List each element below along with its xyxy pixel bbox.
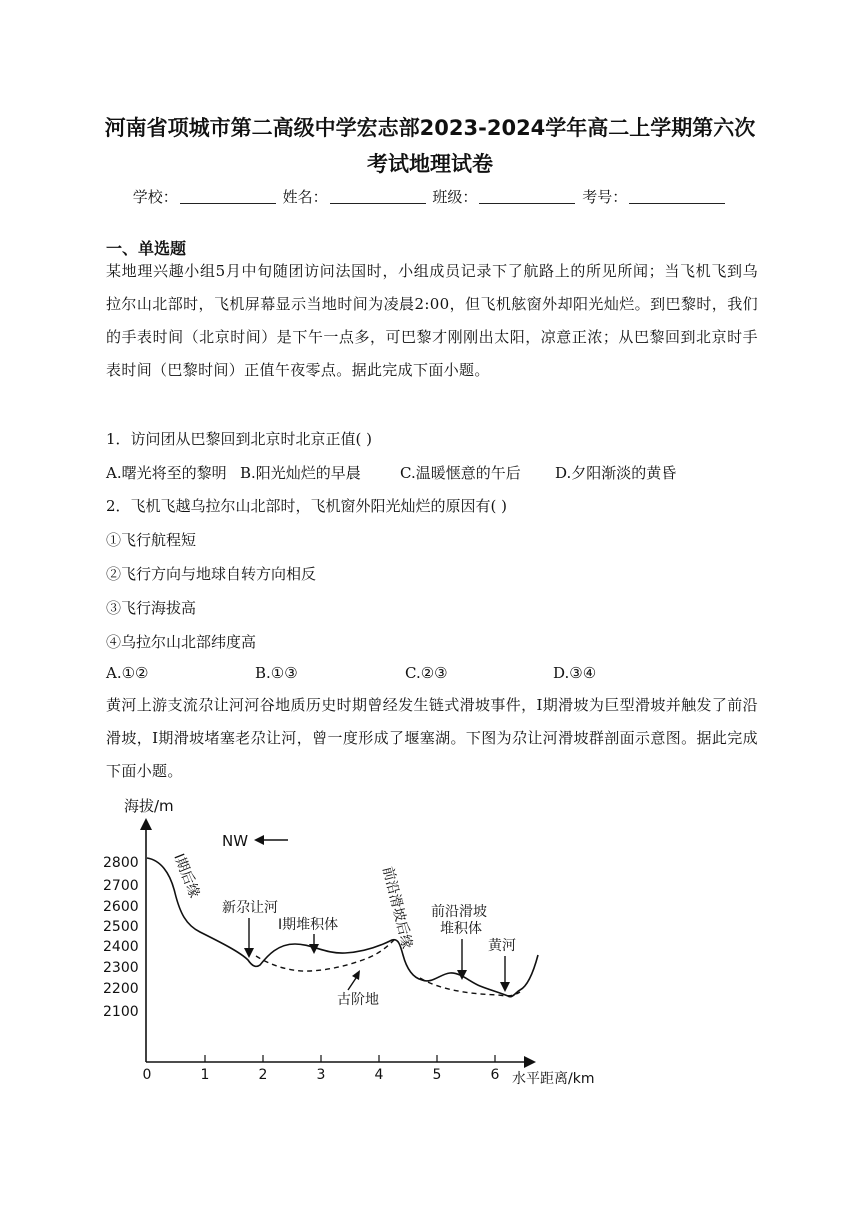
name-blank[interactable] — [330, 189, 426, 204]
passage-1: 某地理兴趣小组5月中旬随团访问法国时，小组成员记录下了航路上的所见所闻；当飞机飞到乌拉尔山北部时，飞机屏幕显示当地时间为凌晨2:00，但飞机舷窗外却阳光灿烂。到巴黎时，我们的手表时间（北京时间）是下午一点多，可巴黎才刚刚出太阳，凉意正浓；从巴黎回到北京时手表时间（巴黎时间）正值午夜零点。据此完成下面小题。 — [106, 262, 758, 379]
q1-option-b[interactable]: B.阳光灿烂的早晨 — [240, 464, 361, 482]
x-tick-4: 4 — [374, 1067, 384, 1083]
y-tick-2400: 2400 — [103, 939, 139, 955]
buried-old-surface-dashed — [256, 940, 394, 971]
terrace-label: 古阶地 — [337, 992, 379, 1008]
new-river-label: 新尕让河 — [222, 900, 278, 916]
section-heading: 一、单选题 — [106, 239, 187, 258]
q2-option-c[interactable]: C.②③ — [405, 664, 448, 682]
class-label: 班级： — [432, 188, 478, 206]
front-rear-edge-label: 前沿滑坡后缘 — [379, 865, 415, 951]
question-2: 2．飞机飞越乌拉尔山北部时，飞机窗外阳光灿烂的原因有( ) — [106, 497, 508, 515]
question-1: 1．访问团从巴黎回到北京时北京正值( ) — [106, 430, 373, 448]
y-tick-2500: 2500 — [103, 919, 139, 935]
student-info-line — [0, 186, 860, 207]
q1-option-a[interactable]: A.曙光将至的黎明 — [106, 464, 227, 482]
new-river-arrow-icon — [244, 948, 254, 958]
q2-option-d[interactable]: D.③④ — [553, 664, 597, 682]
school-blank[interactable] — [180, 189, 276, 204]
front-deposit-label-1: 前沿滑坡 — [431, 904, 487, 920]
y-tick-2700: 2700 — [103, 878, 139, 894]
q2-option-a[interactable]: A.①② — [106, 664, 149, 682]
y-tick-2800: 2800 — [103, 855, 139, 871]
y-tick-2200: 2200 — [103, 981, 139, 997]
y-tick-labels — [103, 855, 139, 1020]
x-tick-2: 2 — [258, 1067, 268, 1083]
q1-option-c[interactable]: C.温暖惬意的午后 — [400, 464, 521, 482]
x-tick-1: 1 — [200, 1067, 210, 1083]
yellow-river-arrow-icon — [500, 982, 510, 992]
yellow-river-label: 黄河 — [488, 938, 516, 954]
x-tick-labels — [143, 1067, 500, 1083]
q2-item-4: ④乌拉尔山北部纬度高 — [106, 633, 257, 651]
name-label: 姓名： — [282, 188, 328, 206]
y-tick-2100: 2100 — [103, 1004, 139, 1020]
rear-edge-label: I期后缘 — [170, 851, 203, 901]
direction-arrow-icon — [254, 835, 288, 845]
paper-title-line-2: 考试地理试卷 — [367, 152, 493, 176]
y-tick-2300: 2300 — [103, 960, 139, 976]
x-tick-0: 0 — [142, 1067, 152, 1083]
landslide-profile-figure — [95, 790, 615, 1100]
direction-label: NW — [222, 832, 249, 850]
school-label: 学校： — [132, 188, 178, 206]
q2-item-3: ③飞行海拔高 — [106, 599, 197, 617]
class-blank[interactable] — [479, 189, 575, 204]
q2-item-2: ②飞行方向与地球自转方向相反 — [106, 565, 317, 583]
passage-2: 黄河上游支流尕让河河谷地质历史时期曾经发生链式滑坡事件，I期滑坡为巨型滑坡并触发了前沿滑坡，I期滑坡堵塞老尕让河，曾一度形成了堰塞湖。下图为尕让河滑坡群剖面示意图。据此完成下面小题。 — [106, 696, 758, 780]
paper-title-line-1: 河南省项城市第二高级中学宏志部2023-2024学年高二上学期第六次 — [104, 116, 756, 140]
x-tick-6: 6 — [490, 1067, 500, 1083]
deposit-label: I期堆积体 — [278, 917, 339, 933]
number-label: 考号： — [582, 188, 628, 206]
x-tick-5: 5 — [432, 1067, 442, 1083]
y-tick-2600: 2600 — [103, 899, 139, 915]
x-tick-3: 3 — [316, 1067, 326, 1083]
q2-option-b[interactable]: B.①③ — [255, 664, 298, 682]
q1-option-d[interactable]: D.夕阳渐淡的黄昏 — [555, 464, 677, 482]
x-axis-arrow-icon — [524, 1056, 536, 1068]
terrace-arrow — [348, 978, 356, 990]
x-axis-label: 水平距离/km — [512, 1071, 595, 1087]
y-axis-label: 海拔/m — [124, 797, 174, 815]
front-deposit-label-2: 堆积体 — [440, 921, 482, 937]
x-ticks — [205, 1055, 495, 1062]
number-blank[interactable] — [629, 189, 725, 204]
y-axis-arrow-icon — [140, 818, 152, 830]
q2-item-1: ①飞行航程短 — [106, 531, 197, 549]
